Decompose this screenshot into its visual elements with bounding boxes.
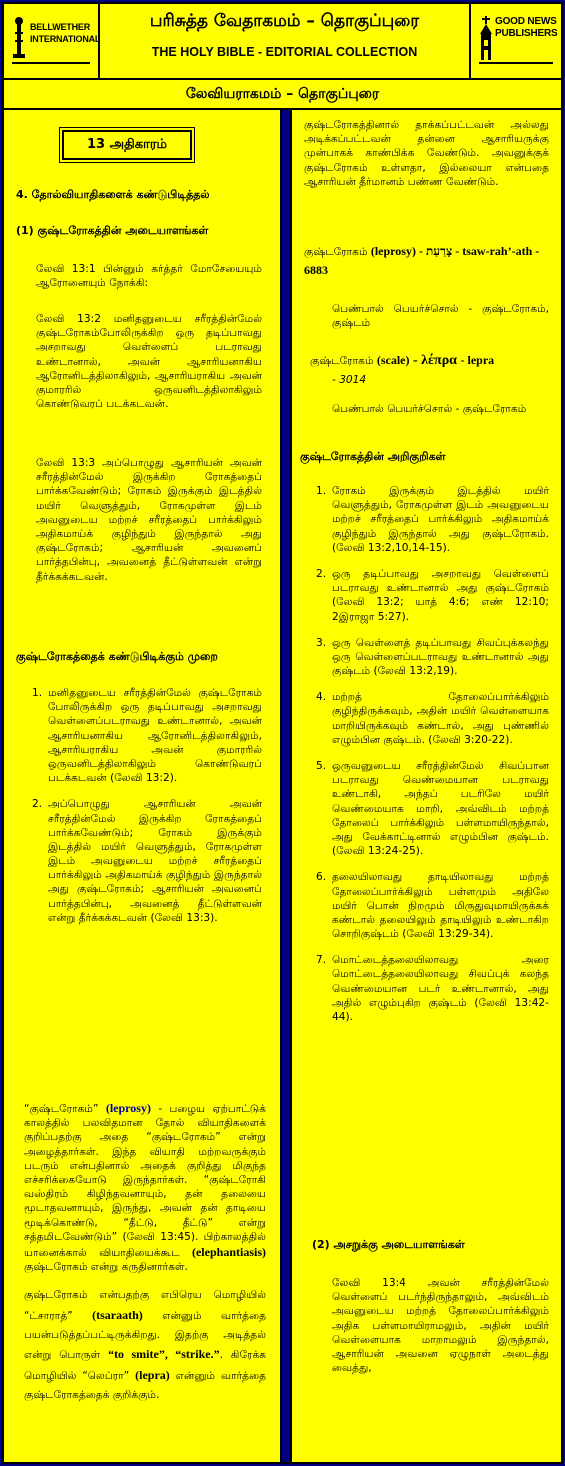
- page: [2, 2, 563, 1464]
- symptom-item: 6. தலையிலாவது தாடியிலாவது மற்றத் தோலைப்பார்க்கிலும் பள்ளமும் அதிலே மயிர் பொன் நிறமும் மிருதுவுமாயிருக்கக் கண்டால் தலையிலும் தாடியிலும் உண்டாகிற சொறிகுஷ்டம் (லேவி 13:29-34).: [316, 871, 549, 941]
- header: [4, 4, 561, 80]
- gender-note-1: பெண்பால் பெயர்ச்சொல் - குஷ்டரோகம், குஷ்டம்: [332, 303, 549, 330]
- leprosy-paragraph: “குஷ்டரோகம்” (leprosy) - பழைய ஏற்பாட்டுக் காலத்தில் பலவிதமான தோல் வியாதிகளைக் குறிப்பதற்கு அதை “குஷ்டரோகம்” என்று அழைத்தார்கள். இந்த வியாதி மற்றவருக்கும் படரும் என்பதினால் அதைக் குறித்து மிகுந்த எச்சரிக்கையோடு இருந்தார்கள். “குஷ்டரோகி வஸ்திரம் கிழிந்தவனாயும், தன் தலையை மூடாதவனாயும், இருந்து, அவன் தன் தாடியை மூடிக்கொண்டு, “தீட்டு, தீட்டு” என்று சத்தமிடவேண்டும்” (லேவி 13:45). பிற்காலத்தில் யானைக்கால் வியாதியைக்கூட (elephantiasis) குஷ்டரோகம் என்று கருதினார்கள்.: [24, 1101, 266, 1274]
- symptom-item: 1. ரோகம் இருக்கும் இடத்தில் மயிர் வெளுத்தும், ரோகமுள்ள இடம் அவனுடைய மற்றச் சரீரத்தைப் பார்க்கிலும் அதிகமாய்க் குழிந்தும் இருந்தால் அது குஷ்டரோகம். (லேவி 13:2,10,14-15).: [316, 485, 549, 554]
- priest-paragraph: குஷ்டரோகத்தினால் தாக்கப்பட்டவன் அல்லது அடிக்கப்பட்டவன் தன்னை ஆசாரியருக்கு முன்பாகக் காண்பிக்க வேண்டும். அவனுக்குக் குஷ்டரோகம் உள்ளதா, இல்லையா என்பதை ஆசாரியன் தீர்மானம் பண்ண வேண்டும்.: [304, 119, 549, 188]
- symptom-item: 7. மொட்டைத்தலையிலாவது அரை மொட்டைத்தலையிலாவது சிவப்புக் கலந்த வெண்மையான படர் உண்டானால், அது அதில் எழும்புகிற குஷ்டம் (லேவி 13:42-44).: [316, 954, 549, 1023]
- gender-note-2: பெண்பால் பெயர்ச்சொல் - குஷ்டரோகம்: [332, 403, 527, 415]
- verse-13-1: லேவி 13:1 பின்னும் கர்த்தர் மோசேயையும் ஆரோனையும் நோக்கி:: [36, 263, 262, 290]
- heading-signs: (1) குஷ்டரோகத்தின் அடையாளங்கள்: [16, 224, 209, 237]
- title-tamil: பரிசுத்த வேதாகமம் – தொகுப்புரை: [149, 11, 420, 31]
- symptom-item: 5. ஒருவனுடைய சரீரத்தின்மேல் சிவப்பான படராவது வெண்மையான படராவது உண்டாகி, அந்தப் படரிலே மயிர் வெண்மையாக மாறி, அவ்விடம் மற்றத் தோலைப் பார்க்கிலும் பள்ளமாயிருந்தால், அது வேக்காட்டினால் எழும்பின குஷ்டம். (லேவி 13:24-25).: [316, 760, 549, 858]
- symptom-item: 4. மற்றத் தோலைப்பார்க்கிலும் குழிந்திருக்கவும், அதின் மயிர் வெள்ளையாக மாறியிருக்கவும் கண்டால், அது புண்ணில் எழும்பின குஷ்டம். (லேவி 3:20-22).: [316, 691, 549, 746]
- symptom-item: 3. ஒரு வெள்ளைத் தடிப்பாவது சிவப்புக்கலந்து ஒரு வெள்ளைப்படராவது உண்டானால் அது குஷ்டம் (லேவி 13:2,19).: [316, 636, 549, 678]
- method-item: 1. மனிதனுடைய சரீரத்தின்மேல் குஷ்டரோகம் போலிருக்கிற ஒரு தடிப்பாவது அசறாவது வெள்ளைப்படராவது உண்டானால், அவன் ஆசாரியனாகிய ஆரோனிடத்திலாகிலும், ஆசாரியராகிய அவன் குமாரரில் ஒருவனிடத்திலாகிலும் கொண்டுவரப் படக்கடவன் (லேவி 13:2).: [32, 687, 262, 785]
- title-box: [100, 4, 469, 78]
- symptom-item: 2. ஒரு தடிப்பாவது அசறாவது வெள்ளைப் படராவது உண்டானால் அது குஷ்டரோகம் (லேவி 13:2; யாத் 4:6; எண் 12:10; 2இராஜா 5:27).: [316, 567, 549, 623]
- heading-method: குஷ்டரோகத்தைக் கண்டுபிடிக்கும் முறை: [16, 650, 218, 663]
- heading-main: 4. தோல்வியாதிகளைக் கண்டுபிடித்தல்: [16, 188, 210, 201]
- logo-right-text: GOOD NEWS PUBLISHERS: [495, 16, 558, 39]
- verse-13-2: லேவி 13:2 மனிதனுடைய சரீரத்தின்மேல் குஷ்டரோகம்போலிருக்கிற ஒரு தடிப்பாவது அசறாவது வெள்ளைப் படராவது உண்டானால், அவன் ஆசாரியனாகிய ஆரோனிடத்திலாகிலும், ஆசாரியராகிய அவன் குமாரரில் ஒருவனிடத்திலாகிலும் கொண்டுவரப் படக்கடவன்.: [36, 313, 262, 411]
- lamp-icon: [12, 16, 26, 60]
- method-item: 2. அப்பொழுது ஆசாரியன் அவன் சரீரத்தின்மேல் இருக்கிற ரோகத்தைப் பார்க்கவேண்டும்; ரோகம் இருக்கும் இடத்தில் மயிர் வெளுத்தும், ரோகமுள்ள இடம் அவனுடைய மற்றச் சரீரத்தைப் பார்க்கிலும் அதிகமாய்க் குழிந்தும் இருந்தால் அது குஷ்டரோகம்; ஆசாரியன் அவனைப் பார்த்தபின்பு, அவனைத் தீட்டுள்ளவன் என்று தீர்க்கக்கடவன் (லேவி 13:3).: [32, 798, 262, 924]
- book-title: லேவியராகமம் – தொகுப்புரை: [4, 80, 561, 110]
- bellwether-logo: [4, 4, 100, 78]
- column-divider: [282, 110, 290, 1462]
- left-column: [4, 110, 282, 1462]
- title-english: THE HOLY BIBLE - EDITORIAL COLLECTION: [151, 45, 418, 59]
- right-column: [290, 110, 561, 1462]
- word-meaning-paragraph: குஷ்டரோகம் என்பதற்கு எபிரெய மொழியில் “ட்சாராத்” (tsaraath) என்னும் வார்த்தை பயன்படுத்தப்பட்டிருக்கிறது. இதற்கு அடித்தல் என்று பொருள் “to smite”, “strike.”. கிரேக்க மொழியில் “லெப்ரா” (lepra) என்னும் வார்த்தை குஷ்டரோகத்தைக் குறிக்கும்.: [24, 1289, 267, 1402]
- chapter-box: 13 அதிகாரம்: [62, 130, 192, 160]
- method-list: [32, 686, 262, 937]
- good-news-logo: [469, 4, 561, 78]
- heading-symptoms: குஷ்டரோகத்தின் அறிகுறிகள்: [300, 450, 446, 463]
- word-scale-greek: குஷ்டரோகம் (scale) - λέπρα - lepra - 3014: [310, 353, 495, 387]
- verse-13-3: லேவி 13:3 அப்பொழுது ஆசாரியன் அவன் சரீரத்தின்மேல் இருக்கிற ரோகத்தைப் பார்க்கவேண்டும்; ரோகம் இருக்கும் இடத்தில் மயிர் வெளுத்தும், ரோகமுள்ள இடம் அவனுடைய மற்றச் சரீரத்தைப் பார்க்கிலும் அதிகமாய்க் குழிந்தும் இருந்தால் அது குஷ்டரோகம்; ஆசாரியன் அவனைப் பார்த்தபின்பு, அவனைத் தீட்டுள்ளவன் என்று தீர்க்கக்கடவன்.: [36, 457, 262, 583]
- logo-left-text: BELLWETHER INTERNATIONAL: [30, 22, 101, 44]
- heading-scab-signs: (2) அசறுக்கு அடையாளங்கள்: [312, 1238, 465, 1251]
- church-icon: [479, 16, 493, 64]
- symptoms-list: [316, 484, 549, 1036]
- verse-13-4: லேவி 13:4 அவன் சரீரத்தின்மேல் வெள்ளைப் படர்ந்திருந்தாலும், அவ்விடம் அவனுடைய மற்றத் தோலைப்பார்க்கிலும் அதிக பள்ளமாயிராமலும், அதின் மயிர் வெள்ளையாக மாறாமலும் இருந்தால், ஆசாரியன் அவனை ஏழுநாள் அடைத்து வைத்து,: [332, 1277, 549, 1375]
- word-leprosy-hebrew: குஷ்டரோகம் (leprosy) - צָרַעַת - tsaw-rah’-ath - 6883: [304, 244, 540, 277]
